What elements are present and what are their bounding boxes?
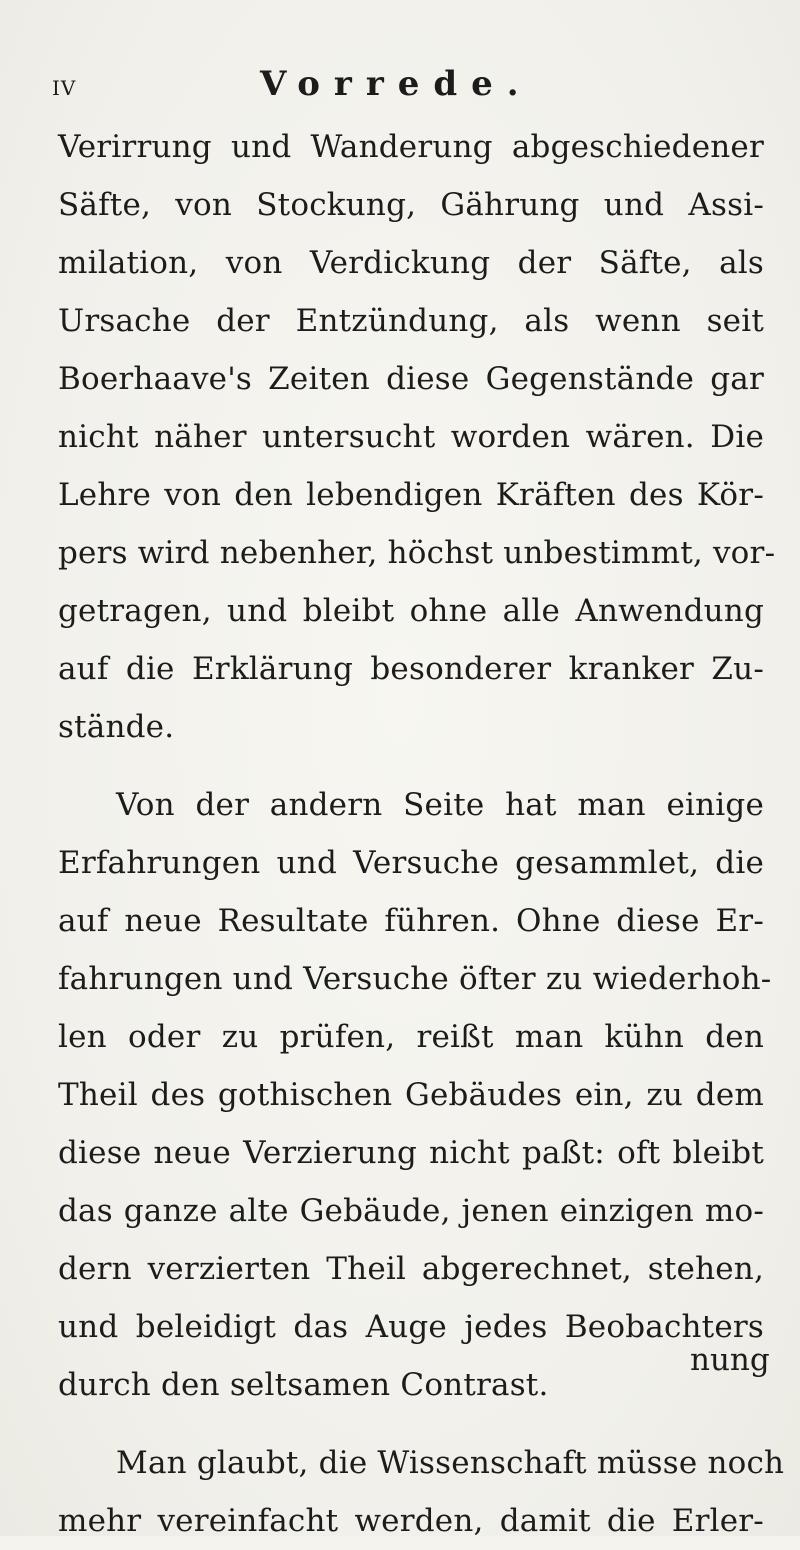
text-line: stände. [58, 709, 175, 745]
text-line: Ursache der Entzündung, als wenn seit [58, 303, 764, 339]
text-line: mehr vereinfacht werden, damit die Erler- [58, 1503, 764, 1539]
text-line: Man glaubt, die Wissenschaft müsse noch [116, 1445, 785, 1481]
text-line: auf die Erklärung besonderer kranker Zu- [58, 651, 764, 687]
text-line: durch den seltsamen Contrast. [58, 1367, 549, 1403]
text-line: getragen, und bleibt ohne alle Anwendung [58, 593, 764, 629]
text-line: len oder zu prüfen, reißt man kühn den [58, 1019, 764, 1055]
text-line: nicht näher untersucht worden wären. Die [58, 419, 764, 455]
text-line: dern verzierten Theil abgerechnet, stehen, [58, 1251, 764, 1287]
paragraph-1 [58, 118, 776, 756]
text-line: das ganze alte Gebäude, jenen einzigen mo- [58, 1193, 764, 1229]
text-line: Theil des gothischen Gebäudes ein, zu dem [58, 1077, 764, 1113]
text-line: Von der andern Seite hat man einige [116, 787, 764, 823]
paragraph-2 [58, 776, 772, 1414]
text-line: diese neue Verzierung nicht paßt: oft bleibt [58, 1135, 764, 1171]
text-line: Verirrung und Wanderung abgeschiedener [58, 129, 764, 165]
text-line: und beleidigt das Auge jedes Beobachters [58, 1309, 764, 1345]
body-text [58, 118, 785, 1550]
page-number: IV [52, 76, 77, 100]
text-line: pers wird nebenher, höchst unbestimmt, vor- [58, 535, 776, 571]
text-line: fahrungen und Versuche öfter zu wiederhoh- [58, 961, 772, 997]
paragraph-3 [58, 1434, 785, 1550]
text-line: auf neue Resultate führen. Ohne diese Er- [58, 903, 764, 939]
paragraph-gap [58, 1414, 764, 1434]
text-line: Erfahrungen und Versuche gesammlet, die [58, 845, 764, 881]
page-header [0, 58, 800, 108]
paragraph-gap [58, 756, 764, 776]
running-title: Vorrede. [260, 64, 533, 104]
text-line: Lehre von den lebendigen Kräften des Kör- [58, 477, 764, 513]
text-line: Säfte, von Stockung, Gährung und Assi- [58, 187, 764, 223]
catchword: nung [690, 1342, 770, 1378]
text-line: Boerhaave's Zeiten diese Gegenstände gar [58, 361, 764, 397]
text-line: milation, von Verdickung der Säfte, als [58, 245, 764, 281]
